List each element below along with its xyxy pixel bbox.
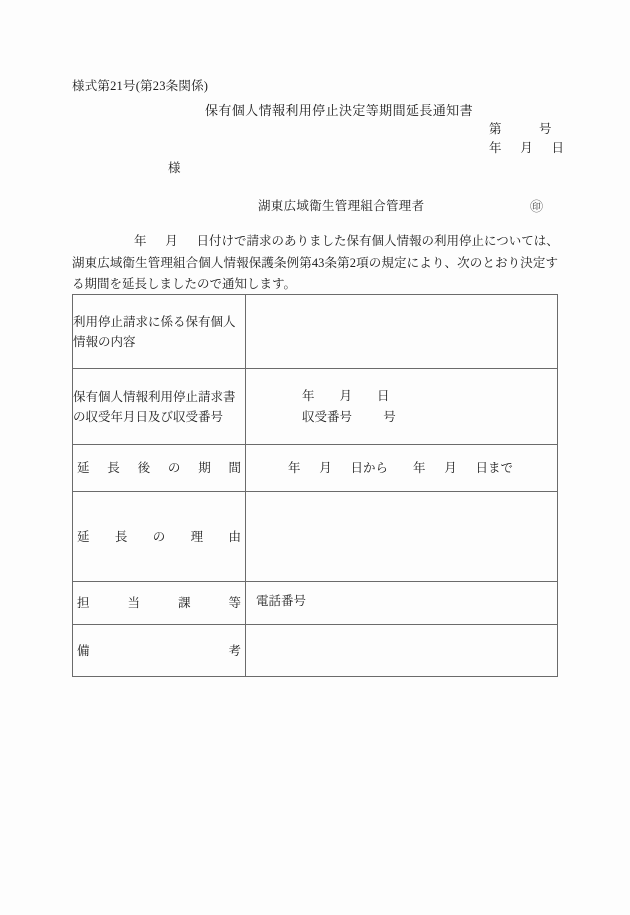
issue-date-line: 年 月 日 bbox=[488, 141, 564, 155]
row-label-reason bbox=[73, 492, 246, 582]
row-label-extended-period bbox=[73, 445, 246, 492]
row-value-extended-period[interactable] bbox=[246, 445, 558, 492]
receipt-date-line: 年 月 日 bbox=[302, 388, 390, 403]
table-row bbox=[73, 625, 558, 677]
form-code: 様式第21号(第23条関係) bbox=[72, 79, 209, 93]
form-table bbox=[72, 294, 558, 677]
issuer-row bbox=[0, 196, 630, 216]
table-row bbox=[73, 445, 558, 492]
table-row bbox=[73, 492, 558, 582]
row-label-purpose bbox=[73, 295, 246, 369]
body-line-2: 湖東広域衛生管理組合個人情報保護条例第43条第2項の規定により、次のとおり決定する期間を延長しましたので通知します。 bbox=[72, 255, 558, 291]
row-value-purpose[interactable] bbox=[246, 295, 558, 369]
row-label-receipt bbox=[73, 369, 246, 445]
reference-block bbox=[489, 120, 564, 158]
label-text: 延長後の期間 bbox=[77, 461, 241, 475]
seal-icon: ㊞ bbox=[530, 199, 544, 214]
row-label-remarks bbox=[73, 625, 246, 677]
phone-number-label: 電話番号 bbox=[256, 593, 307, 608]
table-row bbox=[73, 295, 558, 369]
page-title: 保有個人情報利用停止決定等期間延長通知書 bbox=[204, 103, 473, 118]
addressee-suffix: 様 bbox=[168, 161, 181, 175]
body-paragraph bbox=[72, 231, 558, 296]
row-value-reason[interactable] bbox=[246, 492, 558, 582]
label-text: 利用停止請求に係る保有個人情報の内容 bbox=[73, 314, 236, 349]
reference-number-line: 第 号 bbox=[488, 122, 552, 136]
period-range-line: 年 月 日から 年 月 日まで bbox=[288, 460, 514, 475]
issuer-name: 湖東広域衛生管理組合管理者 bbox=[258, 199, 425, 213]
body-line-1: 年 月 日付けで請求のありました保有個人情報の利用停止については、 bbox=[134, 234, 559, 248]
row-value-department[interactable] bbox=[246, 582, 558, 625]
label-text: 担当課等 bbox=[77, 596, 241, 610]
label-text: 備考 bbox=[77, 643, 241, 658]
row-value-receipt[interactable] bbox=[246, 369, 558, 445]
table-row bbox=[73, 369, 558, 445]
label-text: 保有個人情報利用停止請求書の収受年月日及び収受番号 bbox=[73, 389, 236, 424]
label-text: 延長の理由 bbox=[77, 529, 241, 544]
row-value-remarks[interactable] bbox=[246, 625, 558, 677]
receipt-number-line: 収受番号 号 bbox=[302, 409, 396, 424]
row-label-department bbox=[73, 582, 246, 625]
table-row bbox=[73, 582, 558, 625]
